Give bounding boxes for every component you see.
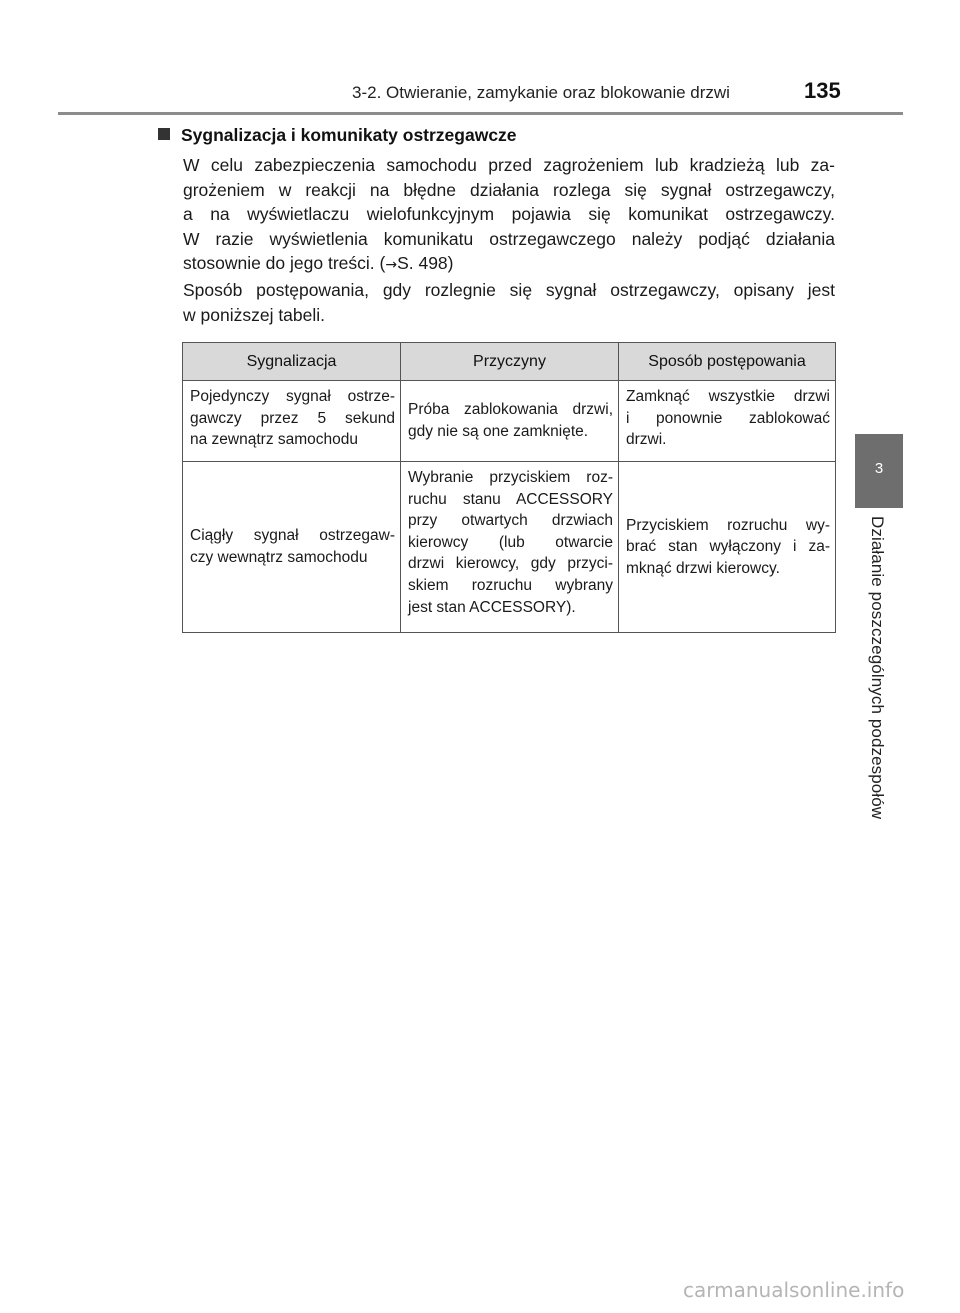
cell-action — [619, 462, 836, 633]
table-header-row — [183, 343, 836, 381]
paragraph-warning-intro — [183, 153, 835, 278]
chapter-side-label: Działanie poszczególnych podzespołów — [868, 516, 887, 820]
cell-line: kierowcy (lub otwarcie — [408, 533, 613, 551]
column-header-signal: Sygnalizacja — [183, 343, 401, 381]
chapter-tab — [855, 434, 903, 508]
arrow-right-icon: → — [385, 257, 398, 273]
cell-cause — [401, 462, 619, 633]
paragraph-line: Sposób postępowania, gdy rozlegnie się sygnał ostrzegawczy, opisany jest — [183, 280, 835, 300]
cell-action — [619, 381, 836, 462]
cell-line: brać stan wyłączony i za- — [626, 538, 830, 556]
section-heading-text: Sygnalizacja i komunikaty ostrzegawcze — [181, 125, 517, 145]
chapter-tab-number: 3 — [874, 460, 884, 477]
cell-line: Wybranie przyciskiem roz- — [408, 469, 613, 486]
cell-line: mknąć drzwi kierowcy. — [626, 559, 780, 577]
paragraph-line: W celu zabezpieczenia samochodu przed zagrożeniem lub kradzieżą lub za- — [183, 155, 835, 175]
column-header-action: Sposób postępowania — [619, 343, 836, 381]
cell-line: Przyciskiem rozruchu wy- — [626, 516, 830, 534]
cell-line: drzwi kierowcy, gdy przyci- — [408, 555, 613, 573]
cell-line: na zewnątrz samochodu — [190, 431, 359, 449]
cell-line: Ciągły sygnał ostrzegaw- — [190, 527, 395, 545]
cell-line: czy wewnątrz samochodu — [190, 549, 368, 566]
heading-square-icon — [158, 128, 170, 140]
warning-table — [182, 342, 836, 633]
cell-line: przy otwartych drzwiach — [408, 512, 613, 530]
cell-line: drzwi. — [626, 431, 667, 449]
column-header-cause: Przyczyny — [401, 343, 619, 381]
header-title: 3-2. Otwieranie, zamykanie oraz blokowanie drzwi — [352, 83, 730, 102]
paragraph-line: grożeniem w reakcji na błędne działania rozlega się sygnał ostrzegawczy, — [183, 179, 835, 200]
cell-line: Próba zablokowania drzwi, — [408, 401, 613, 419]
cell-line: ruchu stanu ACCESSORY — [408, 490, 613, 508]
paragraph-line: W razie wyświetlenia komunikatu ostrzegawczego należy podjąć działania — [183, 228, 835, 249]
cell-line: skiem rozruchu wybrany — [408, 576, 613, 594]
section-heading — [158, 125, 517, 146]
cell-line: Zamknąć wszystkie drzwi — [626, 388, 830, 405]
paragraph-line: a na wyświetlaczu wielofunkcyjnym pojawia się komunikat ostrzegawczy. — [183, 204, 835, 224]
cell-signal — [183, 381, 401, 462]
paragraph-line-text: stosownie do jego treści. ( — [183, 253, 386, 273]
table-row — [183, 381, 836, 462]
page-number: 135 — [804, 78, 841, 103]
table-row — [183, 462, 836, 633]
header-rule — [58, 112, 903, 115]
paragraph-table-intro — [183, 278, 835, 327]
cell-line: jest stan ACCESSORY). — [408, 598, 576, 616]
paragraph-line — [183, 251, 835, 278]
paragraph-line: w poniższej tabeli. — [183, 304, 326, 325]
watermark: carmanualsonline.info — [683, 1278, 905, 1302]
cell-cause — [401, 381, 619, 462]
cell-line: i ponownie zablokować — [626, 409, 830, 427]
cell-line: Pojedynczy sygnał ostrze- — [190, 388, 395, 405]
cell-line: gawczy przez 5 sekund — [190, 409, 395, 427]
cell-line: gdy nie są one zamknięte. — [408, 423, 589, 440]
page-reference-link[interactable]: S. 498) — [397, 253, 454, 273]
cell-signal — [183, 462, 401, 633]
